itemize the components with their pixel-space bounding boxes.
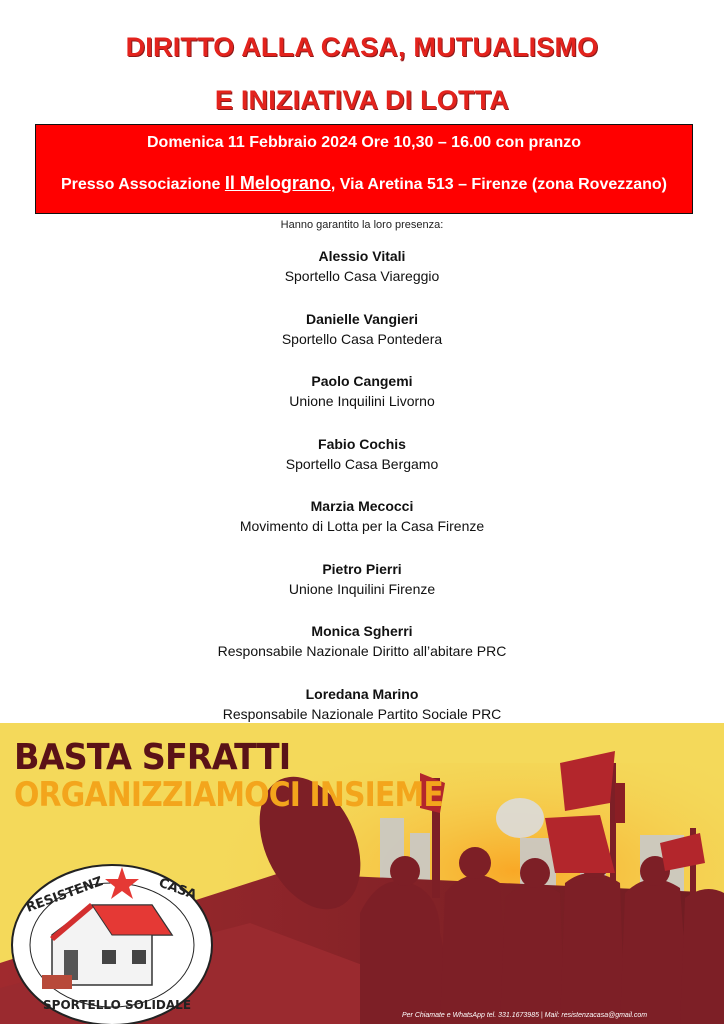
speaker-item	[0, 559, 724, 622]
speaker-org: Unione Inquilini Firenze	[288, 580, 436, 597]
venue-suffix: , Via Aretina 513 – Firenze (zona Rovezzano)	[330, 176, 668, 193]
speaker-name: Paolo Cangemi	[311, 373, 413, 389]
speaker-name: Alessio Vitali	[318, 248, 406, 264]
speaker-item	[0, 496, 724, 559]
speakers-list	[0, 246, 724, 746]
speaker-org: Unione Inquilini Livorno	[289, 393, 435, 409]
speaker-name: Monica Sgherri	[311, 623, 413, 639]
event-date: Domenica 11 Febbraio 2024 Ore 10,30 – 16.00 con pranzo	[147, 134, 581, 151]
speaker-name: Pietro Pierri	[322, 560, 402, 577]
speaker-org: Sportello Casa Pontedera	[281, 330, 443, 347]
contact-info: Per Chiamate e WhatsApp tel. 331.1673985 | Mail: resistenzacasa@gmail.com	[402, 1012, 648, 1019]
speaker-item	[0, 371, 724, 434]
speaker-org: Sportello Casa Viareggio	[284, 268, 440, 284]
speaker-name: Danielle Vangieri	[305, 310, 419, 327]
slogan-organizziamoci: ORGANIZZIAMOCI INSIEME	[14, 775, 443, 815]
venue-name: Il Melograno	[224, 173, 331, 193]
venue-prefix: Presso Associazione	[60, 176, 225, 193]
speaker-item	[0, 434, 724, 497]
logo-text-resistenz: RESISTENZ	[24, 874, 106, 916]
title-line-1: DIRITTO ALLA CASA, MUTUALISMO	[125, 32, 599, 62]
speaker-org: Sportello Casa Bergamo	[285, 455, 439, 472]
slogan-basta-sfratti: BASTA SFRATTI	[14, 737, 291, 778]
resistenza-casa-logo	[8, 854, 216, 1020]
speaker-name: Marzia Mecocci	[310, 498, 414, 514]
speaker-item	[0, 621, 724, 684]
speaker-name: Loredana Marino	[305, 685, 419, 702]
logo-text-casa: CASA	[156, 875, 199, 904]
speaker-name: Fabio Cochis	[318, 435, 406, 452]
speaker-org: Responsabile Nazionale Partito Sociale PRC	[222, 705, 502, 722]
speakers-intro: Hanno garantito la loro presenza:	[280, 219, 444, 231]
protest-banner	[0, 723, 724, 1024]
title-line-2: E INIZIATIVA DI LOTTA	[214, 85, 510, 115]
speaker-item	[0, 246, 724, 309]
speaker-item	[0, 309, 724, 372]
logo-text-sportello: SPORTELLO SOLIDALE	[43, 998, 192, 1012]
speaker-org: Movimento di Lotta per la Casa Firenze	[239, 518, 485, 534]
event-venue	[36, 173, 692, 194]
speaker-org: Responsabile Nazionale Diritto all’abitare PRC	[217, 643, 507, 659]
event-info-box	[35, 124, 693, 214]
